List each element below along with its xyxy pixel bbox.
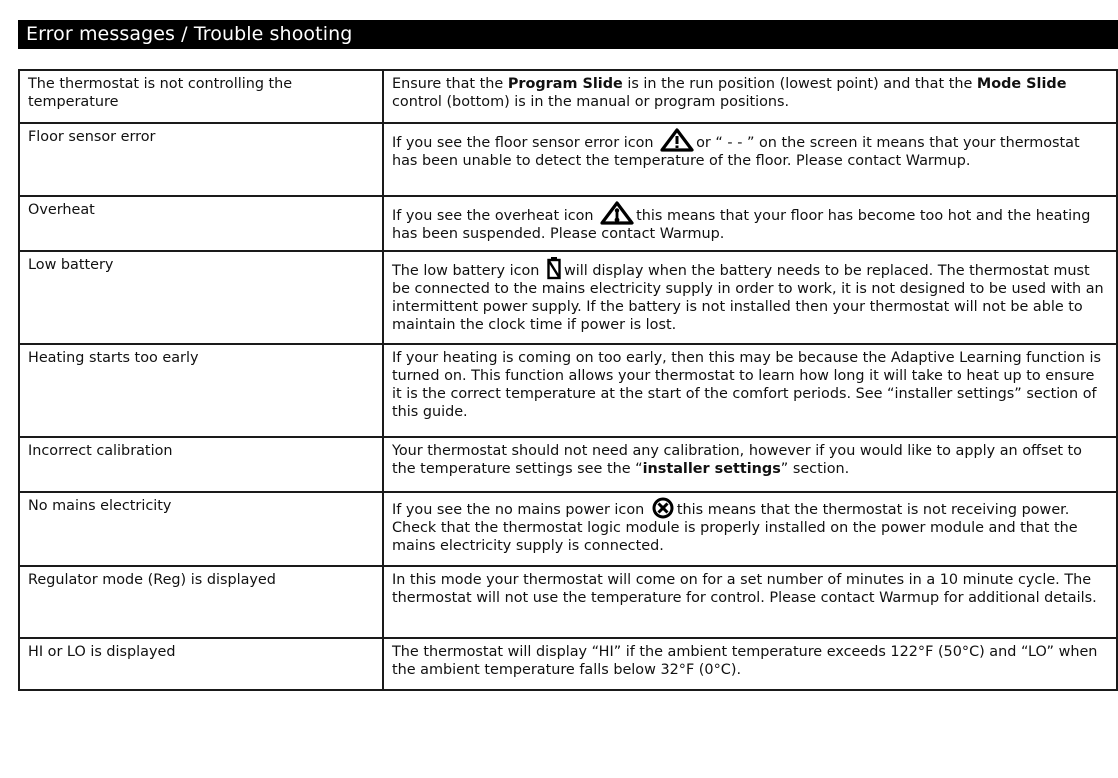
table-row xyxy=(19,638,1117,690)
table-row xyxy=(19,251,1117,344)
issue-cell: Heating starts too early xyxy=(19,344,383,437)
solution-cell: The low battery icon will display when the battery needs to be replaced. The thermostat must be connected to the mains electricity supply in order to work, it is not designed to be used with an intermittent power supply. If the battery is not installed then your thermostat will not be able to maintain the clock time if power is lost. xyxy=(383,251,1117,344)
bold-term: installer settings xyxy=(642,461,781,477)
solution-cell: Ensure that the Program Slide is in the run position (lowest point) and that the Mode Slide control (bottom) is in the manual or program positions. xyxy=(383,70,1117,123)
table-row xyxy=(19,70,1117,123)
no-power-icon xyxy=(651,497,675,519)
solution-cell: If you see the floor sensor error icon or “ - - ” on the screen it means that your thermostat has been unable to detect the temperature of the floor. Please contact Warmup. xyxy=(383,123,1117,196)
issue-cell: Incorrect calibration xyxy=(19,437,383,492)
overheat-warning-icon xyxy=(600,201,634,225)
bold-term: Program Slide xyxy=(507,76,623,92)
issue-cell: Low battery xyxy=(19,251,383,344)
solution-cell: If you see the no mains power icon this means that the thermostat is not receiving power. Check that the thermostat logic module is properly installed on the power module and that the mains electricity supply is connected. xyxy=(383,492,1117,566)
section-title: Error messages / Trouble shooting xyxy=(26,23,353,45)
table-row xyxy=(19,344,1117,437)
table-row xyxy=(19,492,1117,566)
solution-cell: If you see the overheat icon this means that your floor has become too hot and the heating has been suspended. Please contact Warmup. xyxy=(383,196,1117,251)
solution-cell: Your thermostat should not need any calibration, however if you would like to apply an offset to the temperature settings see the “installer settings” section. xyxy=(383,437,1117,492)
issue-cell: No mains electricity xyxy=(19,492,383,566)
issue-cell: Regulator mode (Reg) is displayed xyxy=(19,566,383,638)
table-row xyxy=(19,123,1117,196)
issue-cell: The thermostat is not controlling the temperature xyxy=(19,70,383,123)
solution-cell: The thermostat will display “HI” if the ambient temperature exceeds 122°F (50°C) and “LO” when the ambient temperature falls below 32°F (0°C). xyxy=(383,638,1117,690)
solution-cell: If your heating is coming on too early, then this may be because the Adaptive Learning function is turned on. This function allows your thermostat to learn how long it will take to heat up to ensure it is the correct temperature at the start of the comfort periods. See “installer settings” section of this guide. xyxy=(383,344,1117,437)
troubleshooting-table xyxy=(18,69,1118,691)
issue-cell: Overheat xyxy=(19,196,383,251)
solution-cell: In this mode your thermostat will come on for a set number of minutes in a 10 minute cycle. The thermostat will not use the temperature for control. Please contact Warmup for additional details. xyxy=(383,566,1117,638)
table-row xyxy=(19,196,1117,251)
issue-cell: Floor sensor error xyxy=(19,123,383,196)
warning-triangle-icon xyxy=(660,128,694,152)
table-row xyxy=(19,437,1117,492)
bold-term: Mode Slide xyxy=(976,76,1067,92)
low-battery-icon xyxy=(546,256,562,280)
table-row xyxy=(19,566,1117,638)
issue-cell: HI or LO is displayed xyxy=(19,638,383,690)
section-header-bar xyxy=(18,20,1118,49)
